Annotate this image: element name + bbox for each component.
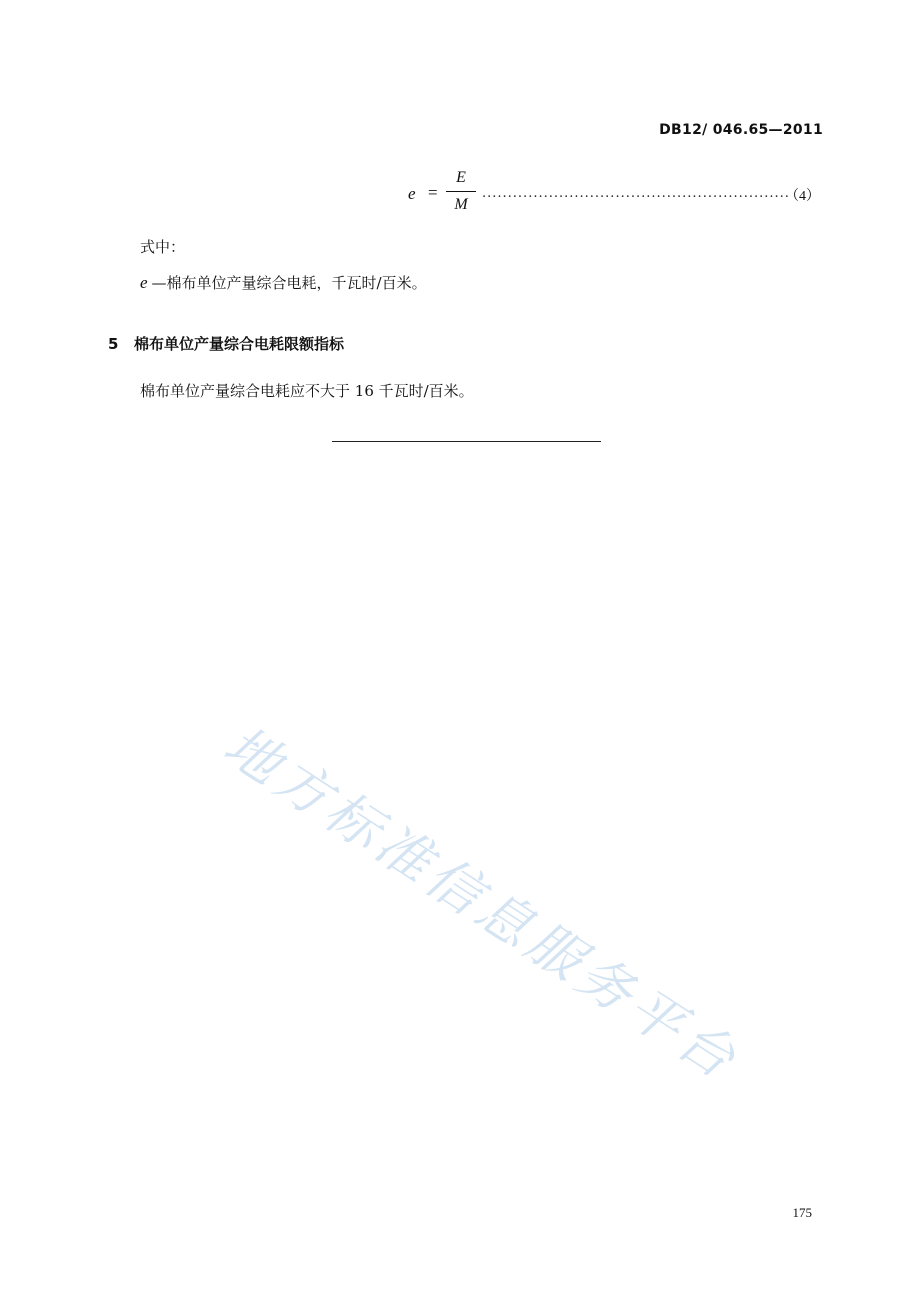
formula-number: （4） (785, 189, 820, 204)
variable-definition (140, 272, 427, 293)
formula-variable: e (408, 184, 416, 203)
formula-numerator: E (456, 169, 466, 186)
document-code: DB12/ 046.65—2011 (659, 122, 823, 138)
end-of-document-rule (332, 441, 601, 442)
definition-text: —棉布单位产量综合电耗，千瓦时/百米。 (151, 274, 427, 292)
where-label: 式中： (140, 238, 186, 256)
definition-symbol: e (140, 273, 148, 292)
formula-equals: = (428, 183, 438, 202)
body-paragraph: 棉布单位产量综合电耗应不大于 16 千瓦时/百米。 (140, 382, 474, 400)
section-number: 5 (108, 335, 119, 353)
section-title: 棉布单位产量综合电耗限额指标 (134, 335, 345, 353)
formula-fraction (446, 168, 476, 216)
watermark: 地方标准信息服务平台 (213, 713, 751, 1094)
section-heading (108, 333, 344, 354)
formula-denominator: M (454, 196, 468, 213)
formula-leader-dots: ............................................................ (482, 186, 790, 201)
fraction-bar (446, 191, 476, 192)
formula (408, 168, 820, 218)
page-number: 175 (792, 1205, 812, 1220)
